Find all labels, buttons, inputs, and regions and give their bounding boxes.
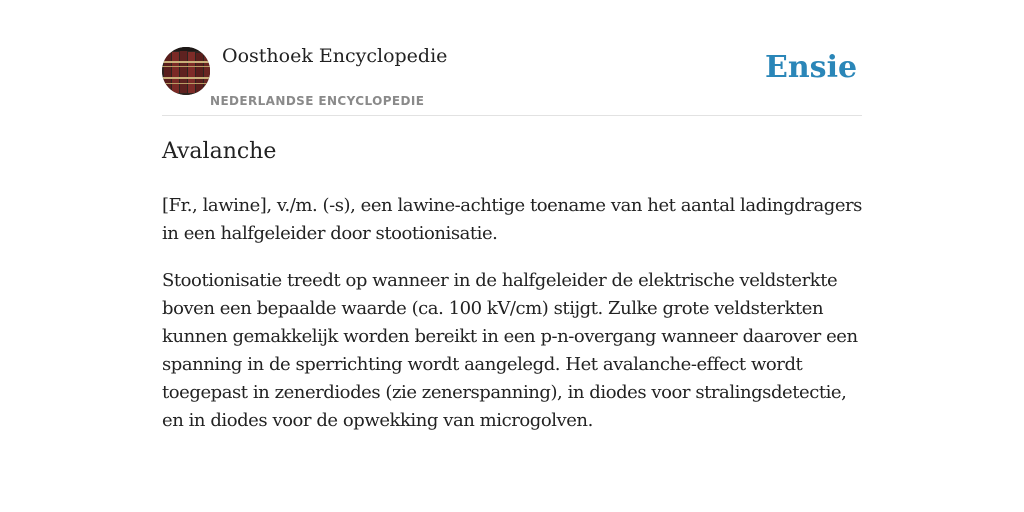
source-title[interactable]: Oosthoek Encyclopedie xyxy=(222,45,448,67)
avatar[interactable] xyxy=(162,47,210,95)
article-paragraph: Stootionisatie treedt op wanneer in de halfgeleider de elektrische veldsterkte boven een bepaalde waarde (ca. 100 kV/cm) stijgt. Zulke grote veldsterkten kunnen gemakkelijk worden bereikt in een p-n-overgang wanneer daarover een spanning in de sperrichting wordt aangelegd. Het avalanche-effect wordt toegepast in zenerdiodes (zie zenerspanning), in diodes voor stralingsdetectie, en in diodes voor de opwekking van microgolven. xyxy=(162,270,858,431)
source-subtitle: NEDERLANDSE ENCYCLOPEDIE xyxy=(210,94,425,108)
encyclopedia-books-icon xyxy=(162,47,210,95)
brand-logo[interactable]: Ensie xyxy=(765,50,858,85)
article-paragraph: [Fr., lawine], v./m. (-s), een lawine-achtige toename van het aantal ladingdragers in een halfgeleider door stootionisatie. xyxy=(162,195,862,244)
header-divider xyxy=(162,115,862,116)
article-title: Avalanche xyxy=(162,139,277,164)
